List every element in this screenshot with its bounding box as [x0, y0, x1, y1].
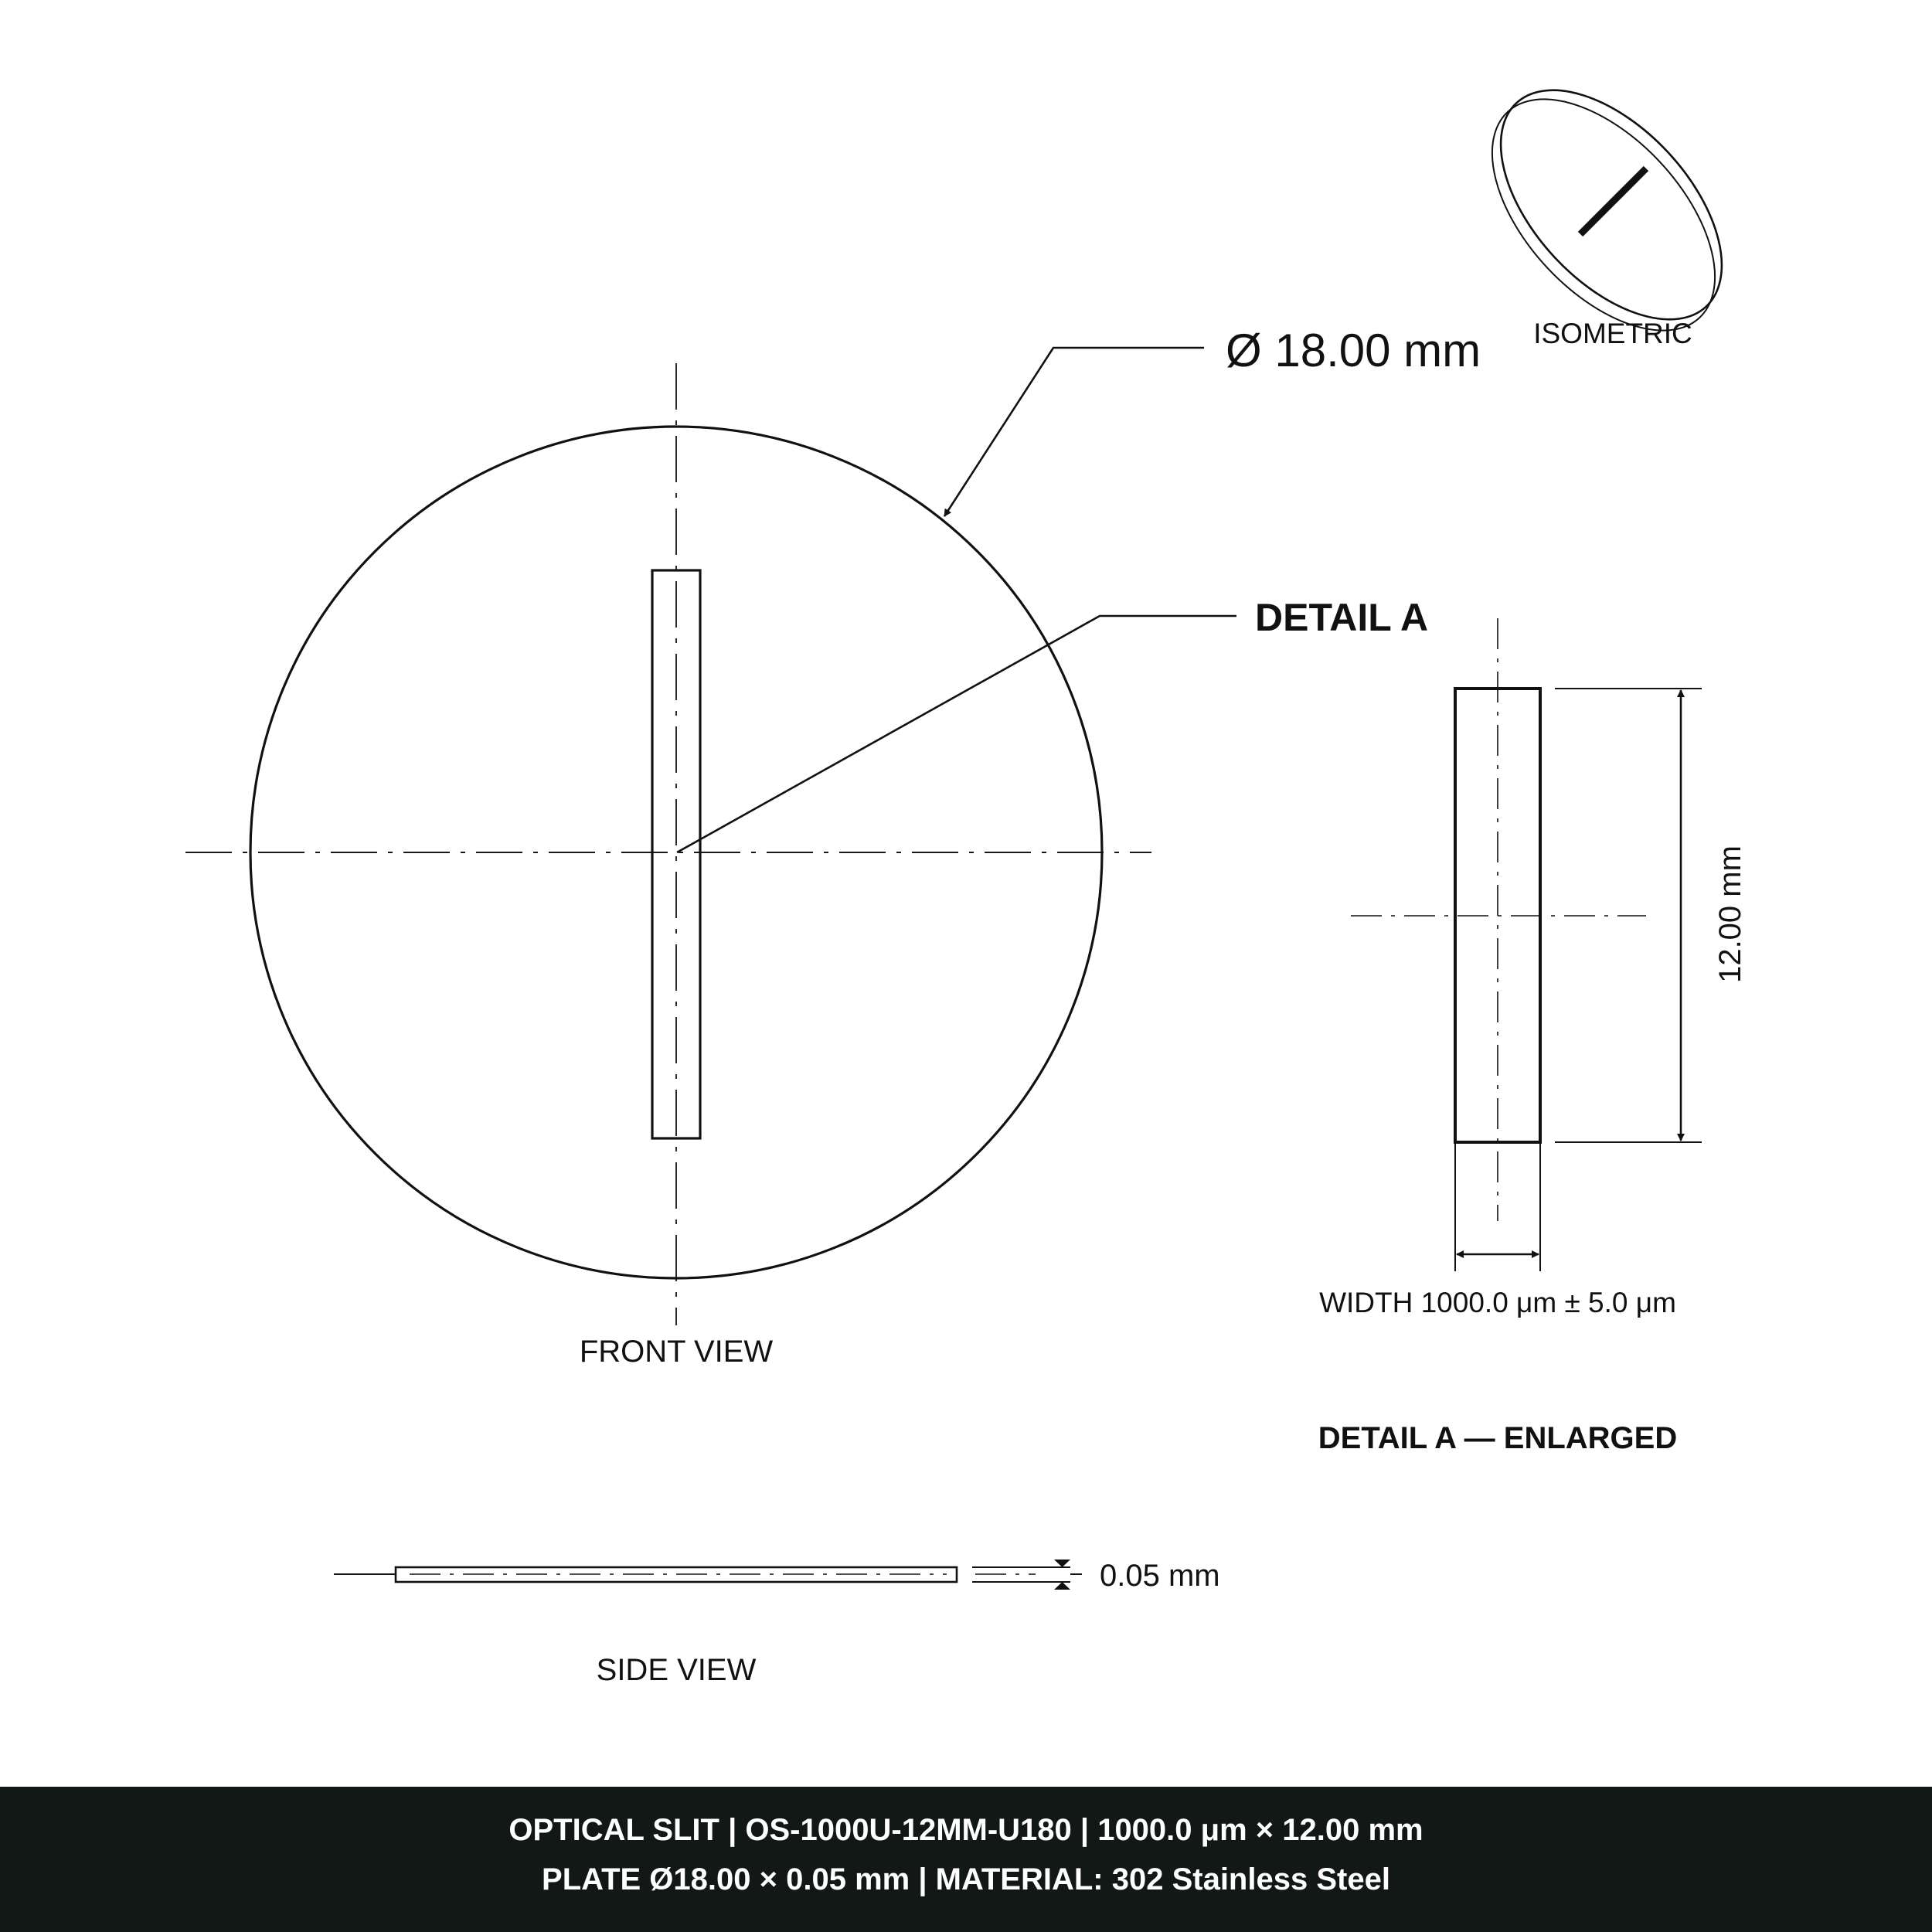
title-line-2: PLATE Ø18.00 × 0.05 mm | MATERIAL: 302 Stainless Steel [542, 1862, 1390, 1896]
thickness-arrow-top [1054, 1560, 1070, 1567]
isometric-view [1451, 50, 1763, 370]
detail-enlarged-label: DETAIL A — ENLARGED [1318, 1421, 1678, 1455]
isometric-label: ISOMETRIC [1533, 318, 1692, 349]
width-label: WIDTH 1000.0 μm ± 5.0 μm [1319, 1287, 1676, 1318]
detail-a-leader [677, 616, 1236, 852]
side-view-label: SIDE VIEW [596, 1653, 757, 1687]
isometric-slit [1580, 168, 1646, 234]
diameter-label: Ø 18.00 mm [1226, 325, 1481, 376]
length-label: 12.00 mm [1713, 845, 1747, 983]
title-line-1: OPTICAL SLIT | OS-1000U-12MM-U180 | 1000.0 μm × 12.00 mm [509, 1813, 1423, 1847]
front-view-label: FRONT VIEW [579, 1335, 774, 1369]
side-view [334, 1559, 1220, 1687]
thickness-arrow-bottom [1054, 1582, 1070, 1590]
detail-a-view [1318, 618, 1747, 1455]
detail-a-label: DETAIL A [1255, 596, 1429, 639]
detail-a-callout [677, 596, 1428, 852]
diameter-leader [944, 348, 1204, 516]
front-view [185, 363, 1151, 1369]
title-block [0, 1787, 1932, 1932]
diameter-dimension [944, 325, 1481, 516]
thickness-label: 0.05 mm [1100, 1559, 1220, 1593]
